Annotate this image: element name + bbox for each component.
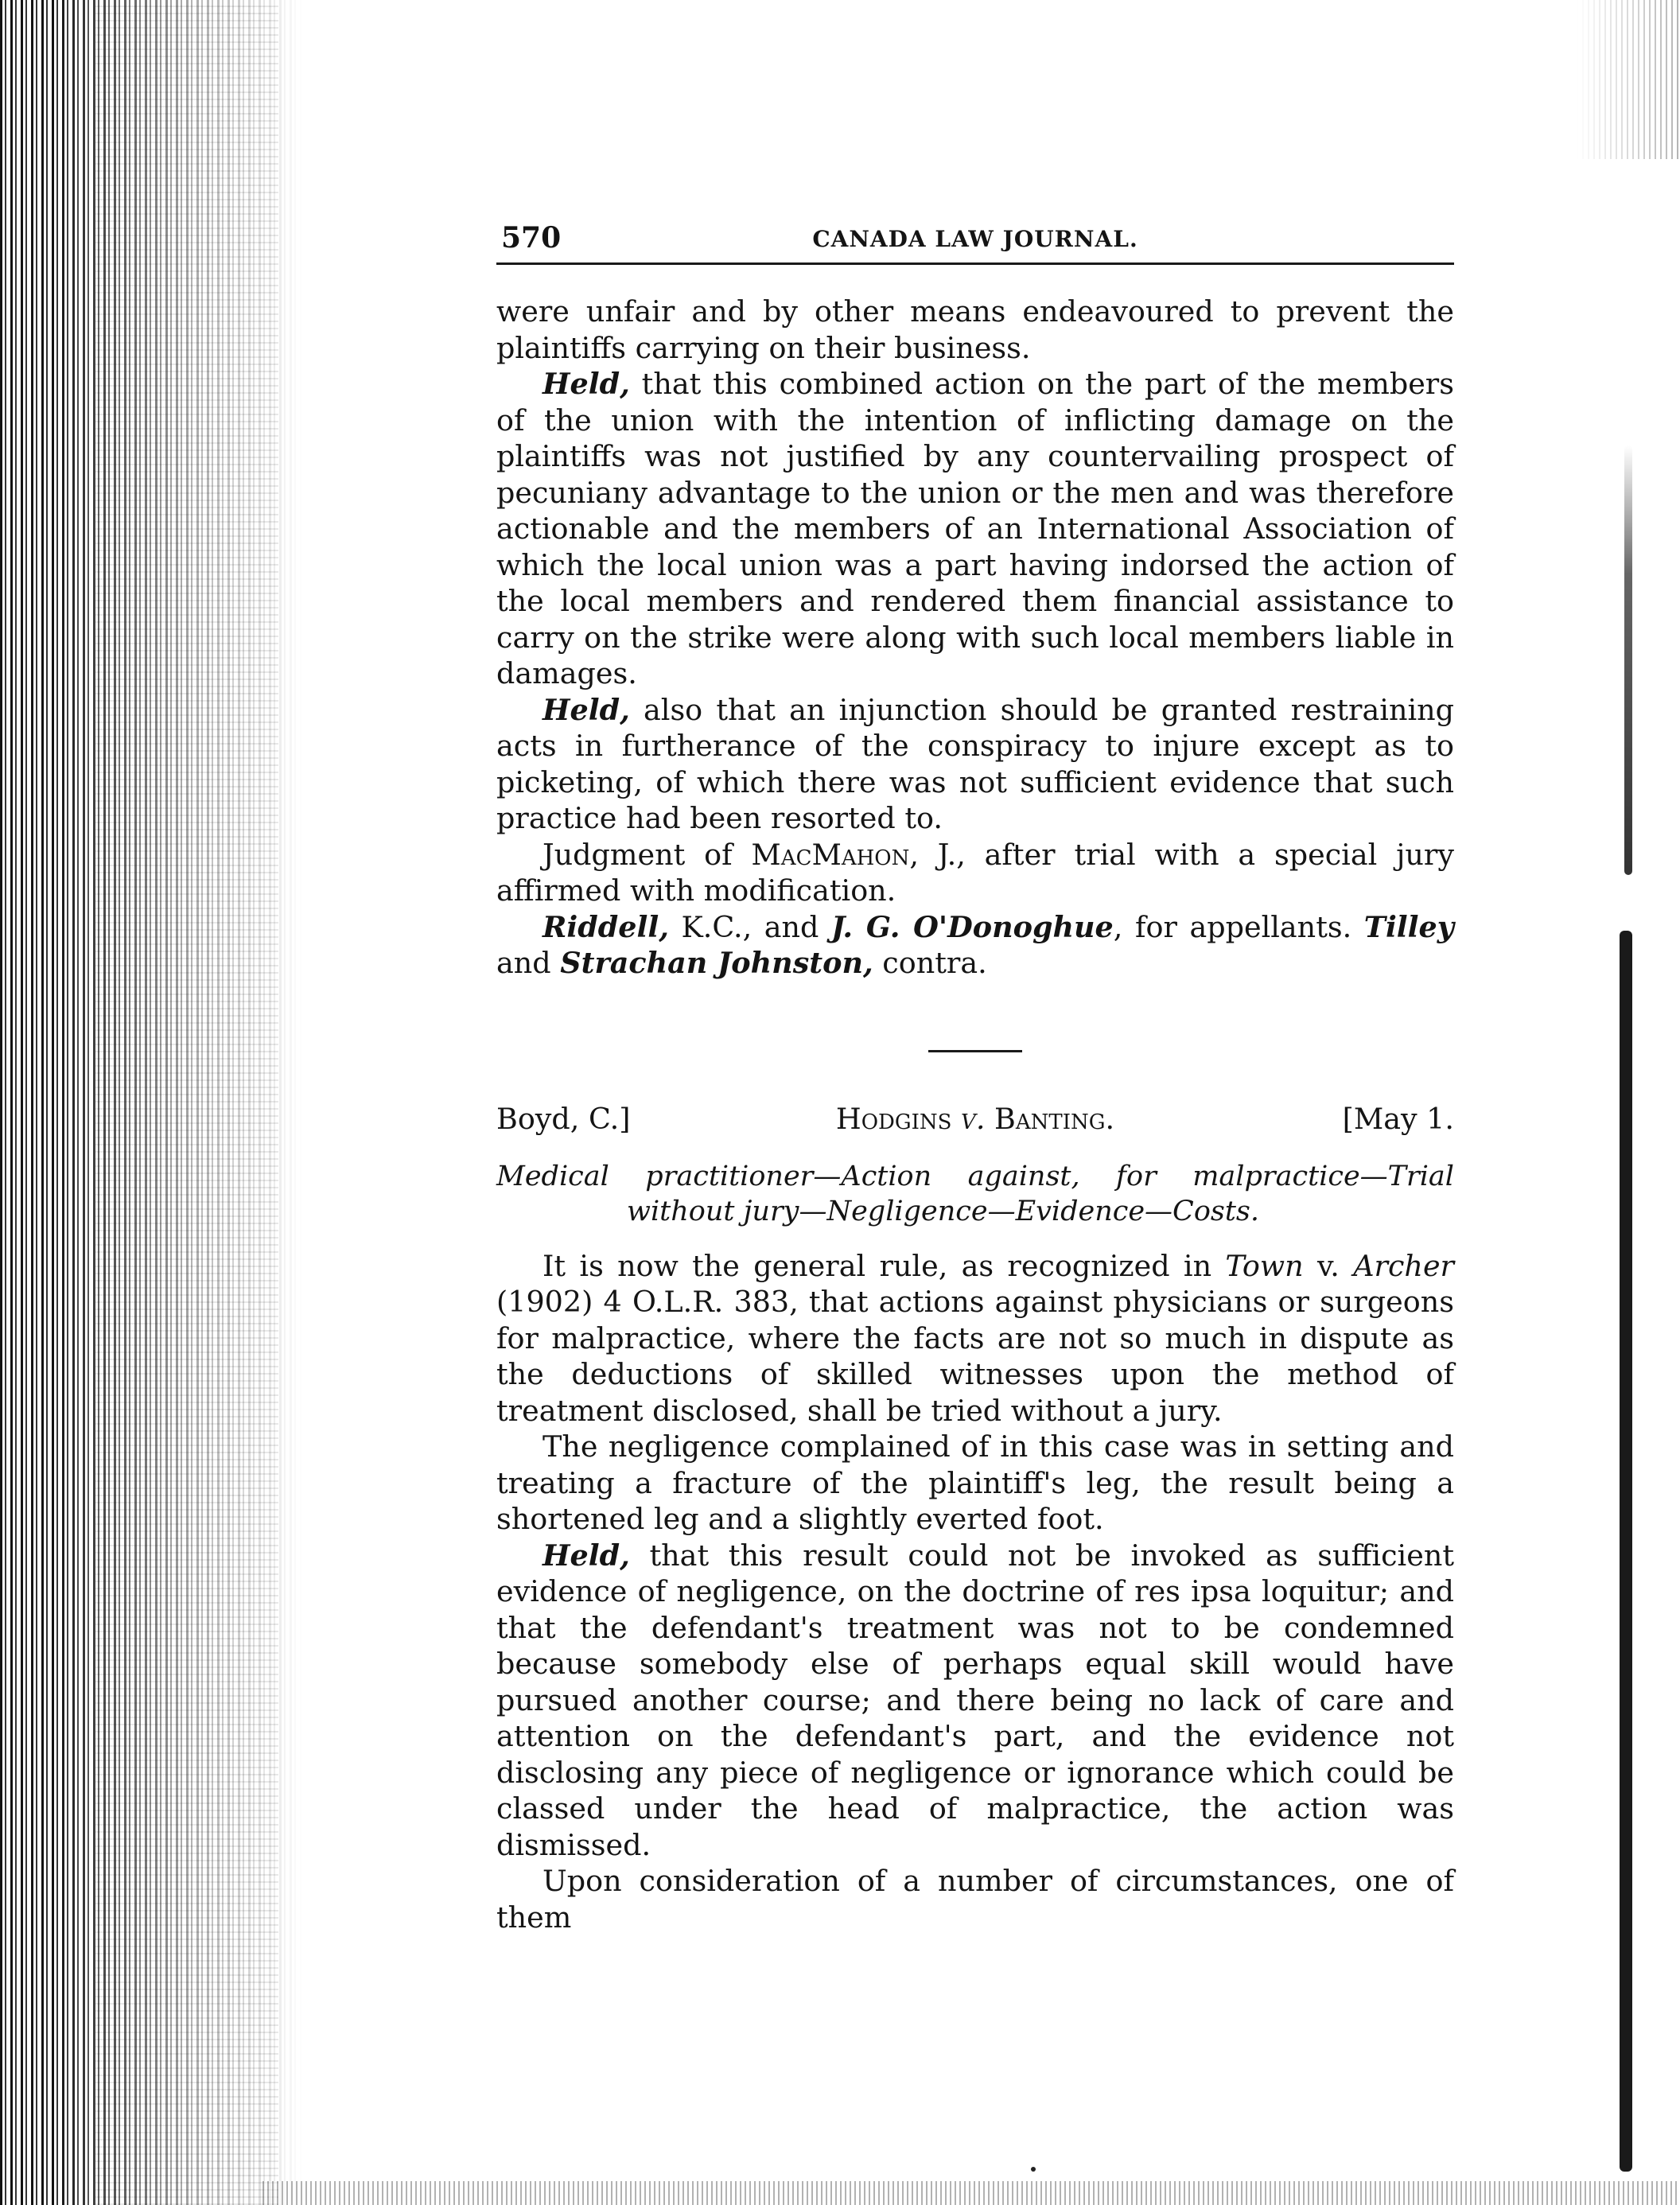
case-heading [496,1102,1454,1137]
judgment-paragraph [496,837,1454,909]
continued-case-report [496,294,1454,982]
page-header [496,215,1454,265]
counsel-text-2: , for appellants. [1113,909,1364,944]
scan-right-top-edge [1577,0,1680,159]
negligence-paragraph: The negligence complained of in this case was in setting and treating a fracture of the plaintiff's leg, the result being a shortened leg and a slightly everted foot. [496,1429,1454,1536]
judge-name: MacMahon [751,837,910,872]
headnote-line-1: Medical practitioner—Action against, for malpractice—Trial [496,1160,1454,1192]
case-versus: v. [951,1101,995,1136]
held-text-3: that this result could not be invoked as sufficient evidence of negligence, on the doctrine of res ipsa loquitur; and that the defendant's treatment was not to be condemned because somebody else of perhaps equal skill would have pursued another course; and there being no lack of care and attention on the defendant's part, and the evidence not disclosing any piece of negligence or ignorance which could be classed under the head of malpractice, the action was dismissed. [496,1538,1454,1862]
continued-line-2: plaintiffs carrying on their business. [496,330,1031,365]
continued-line-1: were unfair and by other means endeavoured to prevent the [496,294,1454,329]
scan-right-edge-shadow [1624,445,1632,875]
counsel-2: J. G. O'Donoghue [831,909,1114,944]
section-separator [928,1050,1022,1052]
counsel-paragraph [496,909,1454,982]
consideration-paragraph: Upon consideration of a number of circumstances, one of them [496,1864,1454,1935]
journal-page [496,215,1454,1935]
case-party-2: Banting. [994,1101,1115,1136]
counsel-text-4: contra. [873,946,987,980]
judgment-post: , J., after trial with a special jury affirmed with modification. [496,837,1454,908]
held-paragraph-2 [496,692,1454,837]
held-lead-1: Held, [542,367,630,401]
scan-speck [1031,2167,1036,2172]
case-judge: Boyd, C.] [496,1101,631,1136]
counsel-text-3: and [496,946,561,980]
held-paragraph-1 [496,366,1454,692]
held-text-2: also that an injunction should be granted restraining acts in furtherance of the conspiracy to injure except as to picketing, of which there was not sufficient evidence that such practice had been resorted to. [496,692,1454,835]
scan-bottom-edge [262,2181,1680,2205]
continued-text [496,294,1454,366]
counsel-text-1: K.C., and [668,909,831,944]
counsel-1: Riddell, [542,909,669,944]
case-headnote [496,1159,1454,1229]
page-number: 570 [501,221,562,255]
held-lead-3: Held, [542,1538,630,1573]
scan-left-speckle [95,0,278,2205]
cited-case-v: v. [1303,1248,1354,1283]
held-lead-2: Held, [542,692,630,727]
rule-paragraph [496,1248,1454,1429]
case-date: [May 1. [1342,1101,1454,1136]
held-text-1: that this combined action on the part of the members of the union with the intention of inflicting damage on the plaintiffs was not justified by any countervailing prospect of pecuniany advantage to the union or the men and was therefore actionable and the members of an International Association of which the local union was a part having indorsed the action of the local members and rendered them financial assistance to carry on the strike were along with such local members liable in damages. [496,367,1454,690]
cited-case-a: Town [1225,1248,1304,1283]
scan-right-edge [1620,931,1632,2172]
headnote-line-2: without jury—Negligence—Evidence—Costs. [627,1195,1260,1227]
cited-case-b: Archer [1353,1248,1454,1283]
counsel-4: Strachan Johnston, [560,946,873,980]
judgment-pre: Judgment of [542,837,752,872]
case-title [496,1102,1454,1137]
rule-post: (1902) 4 O.L.R. 383, that actions against physicians or surgeons for malpractice, where the facts are not so much in dispute as the deductions of skilled witnesses upon the method of treatment disclosed, shall be tried without a jury. [496,1285,1454,1428]
rule-pre: It is now the general rule, as recognized in [542,1248,1226,1283]
counsel-3: Tilley [1363,909,1454,944]
running-head: CANADA LAW JOURNAL. [812,226,1138,252]
case-report [496,1248,1454,1936]
case-party-1: Hodgins [835,1101,952,1136]
held-paragraph-3 [496,1538,1454,1864]
